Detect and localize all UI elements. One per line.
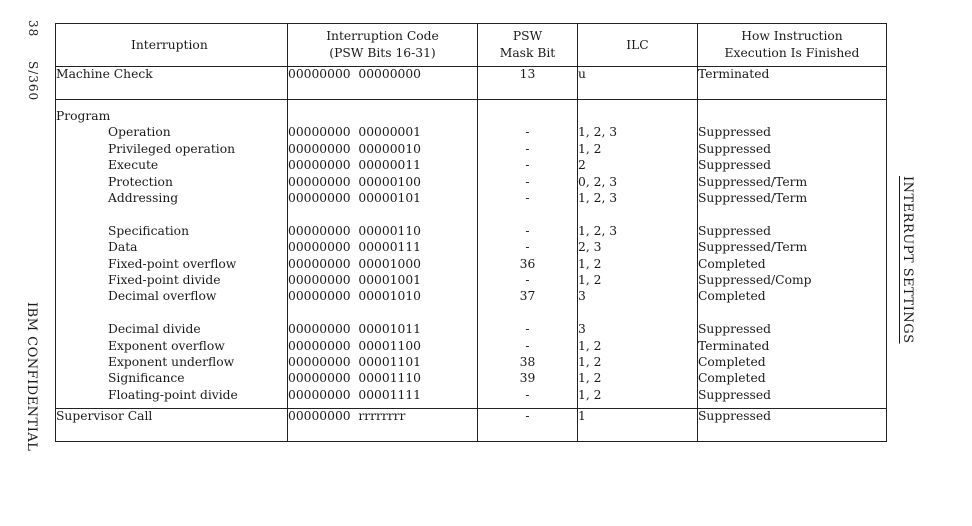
row-code: 00000000 00001101 (288, 354, 478, 370)
row-code: 00000000 00000111 (288, 239, 478, 255)
row-name: Floating-point divide (56, 387, 288, 403)
row-finished: Suppressed (698, 124, 887, 140)
table-row (56, 321, 887, 337)
row-name: Data (56, 239, 288, 255)
row-finished: Suppressed (698, 141, 887, 157)
row-code: 00000000 00001100 (288, 338, 478, 354)
table-row (56, 370, 887, 386)
row-mask: - (478, 321, 578, 337)
row-ilc: 3 (578, 321, 698, 337)
row-ilc: 1, 2, 3 (578, 190, 698, 206)
row-finished: Suppressed (698, 409, 887, 442)
row-code: 00000000 00000010 (288, 141, 478, 157)
row-name: Addressing (56, 190, 288, 206)
row-mask: 13 (478, 67, 578, 100)
row-name: Decimal overflow (56, 288, 288, 304)
row-name: Specification (56, 223, 288, 239)
row-mask: - (478, 338, 578, 354)
row-name: Execute (56, 157, 288, 173)
row-ilc: 1, 2 (578, 272, 698, 288)
table-row (56, 256, 887, 272)
row-ilc: u (578, 67, 698, 100)
row-name: Fixed-point divide (56, 272, 288, 288)
header-mask-line2: Mask Bit (499, 46, 556, 60)
group-gap (56, 305, 887, 321)
header-fin-line1: How Instruction (741, 29, 843, 43)
table-row (56, 157, 887, 173)
page-number: 38 (26, 20, 40, 38)
row-code: 00000000 00001001 (288, 272, 478, 288)
header-code-line1: Interruption Code (326, 29, 439, 43)
row-finished: Suppressed/Comp (698, 272, 887, 288)
row-code: 00000000 00000000 (288, 67, 478, 100)
program-group-2 (56, 223, 887, 305)
row-name: Significance (56, 370, 288, 386)
header-fin-line2: Execution Is Finished (724, 46, 860, 60)
header-mask-line1: PSW (512, 29, 543, 43)
row-mask: - (478, 387, 578, 403)
section-spacer (56, 100, 887, 109)
table-row (56, 174, 887, 190)
table-row (56, 67, 887, 100)
series-label: S/360 (26, 61, 40, 102)
row-finished: Terminated (698, 338, 887, 354)
program-heading: Program (56, 108, 288, 124)
row-mask: 37 (478, 288, 578, 304)
table-row (56, 354, 887, 370)
row-finished: Completed (698, 370, 887, 386)
row-ilc: 1, 2 (578, 370, 698, 386)
row-mask: 36 (478, 256, 578, 272)
row-code: 00000000 00001011 (288, 321, 478, 337)
row-finished: Terminated (698, 67, 887, 100)
row-ilc: 1, 2, 3 (578, 223, 698, 239)
row-mask: 38 (478, 354, 578, 370)
row-finished: Suppressed (698, 157, 887, 173)
row-mask: - (478, 223, 578, 239)
table-row (56, 141, 887, 157)
header-interruption-code (288, 24, 478, 67)
row-ilc: 1, 2 (578, 256, 698, 272)
table-header-row (56, 24, 887, 67)
row-finished: Suppressed/Term (698, 239, 887, 255)
row-mask: - (478, 409, 578, 442)
row-finished: Suppressed/Term (698, 190, 887, 206)
table-row (56, 272, 887, 288)
row-finished: Suppressed (698, 321, 887, 337)
row-name: Exponent underflow (56, 354, 288, 370)
row-ilc: 3 (578, 288, 698, 304)
row-name: Exponent overflow (56, 338, 288, 354)
row-code: 00000000 00001111 (288, 387, 478, 403)
row-mask: - (478, 239, 578, 255)
row-ilc: 1, 2 (578, 387, 698, 403)
table-row (56, 223, 887, 239)
header-finished (698, 24, 887, 67)
row-finished: Completed (698, 288, 887, 304)
row-code: 00000000 00000001 (288, 124, 478, 140)
header-ilc: ILC (578, 24, 698, 67)
group-gap (56, 206, 887, 222)
row-name: Privileged operation (56, 141, 288, 157)
row-name: Machine Check (56, 67, 288, 100)
program-heading-row (56, 108, 887, 124)
row-mask: - (478, 157, 578, 173)
row-name: Operation (56, 124, 288, 140)
interruption-table (55, 23, 887, 442)
row-code: 00000000 00000101 (288, 190, 478, 206)
row-code: 00000000 00000011 (288, 157, 478, 173)
row-name: Decimal divide (56, 321, 288, 337)
table-row (56, 409, 887, 442)
row-name: Protection (56, 174, 288, 190)
row-ilc: 1, 2 (578, 338, 698, 354)
row-mask: - (478, 174, 578, 190)
row-mask: 39 (478, 370, 578, 386)
program-group-1 (56, 124, 887, 206)
table-row (56, 387, 887, 403)
row-code: 00000000 00001010 (288, 288, 478, 304)
row-name: Supervisor Call (56, 409, 288, 442)
row-mask: - (478, 141, 578, 157)
row-finished: Suppressed/Term (698, 174, 887, 190)
classification-label: IBM CONFIDENTIAL (24, 302, 39, 452)
header-psw-mask (478, 24, 578, 67)
row-code: 00000000 00001110 (288, 370, 478, 386)
row-finished: Suppressed (698, 387, 887, 403)
table-row (56, 190, 887, 206)
table-row (56, 288, 887, 304)
row-ilc: 1 (578, 409, 698, 442)
row-mask: - (478, 124, 578, 140)
page-header-margin (26, 20, 40, 102)
table-row (56, 338, 887, 354)
row-ilc: 2 (578, 157, 698, 173)
row-finished: Completed (698, 256, 887, 272)
row-mask: - (478, 190, 578, 206)
row-ilc: 1, 2 (578, 354, 698, 370)
row-name: Fixed-point overflow (56, 256, 288, 272)
row-mask: - (478, 272, 578, 288)
row-ilc: 1, 2, 3 (578, 124, 698, 140)
row-code: 00000000 00001000 (288, 256, 478, 272)
row-ilc: 0, 2, 3 (578, 174, 698, 190)
row-ilc: 2, 3 (578, 239, 698, 255)
row-code: 00000000 00000110 (288, 223, 478, 239)
header-interruption: Interruption (56, 24, 288, 67)
section-title: INTERRUPT SETTINGS (900, 176, 915, 344)
row-code: 00000000 00000100 (288, 174, 478, 190)
row-code: 00000000 rrrrrrrr (288, 409, 478, 442)
table-row (56, 124, 887, 140)
table-row (56, 239, 887, 255)
header-code-line2: (PSW Bits 16-31) (329, 46, 436, 60)
row-finished: Completed (698, 354, 887, 370)
row-finished: Suppressed (698, 223, 887, 239)
program-group-3 (56, 321, 887, 403)
row-ilc: 1, 2 (578, 141, 698, 157)
